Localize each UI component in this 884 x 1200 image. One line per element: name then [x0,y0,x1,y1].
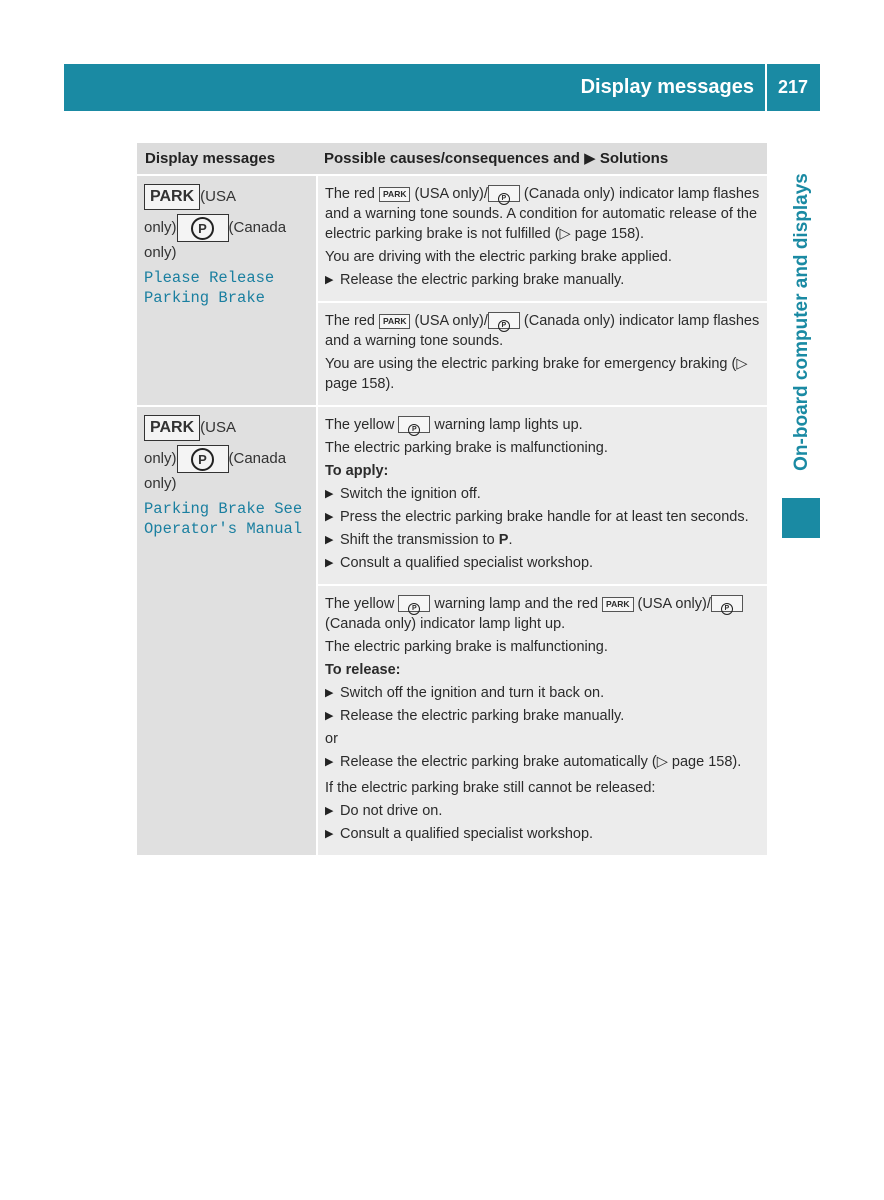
parking-brake-lamp-icon: P [177,214,229,242]
col-header-causes: Possible causes/consequences and ▶ Solutions [324,150,669,167]
display-message-text: Operator's Manual [144,520,303,538]
parking-brake-lamp-icon: P [398,416,430,433]
parking-brake-lamp-icon: P [488,312,520,329]
cause-block: The yellow P warning lamp and the red PARK (USA only)/ P (Canada only) indicator lamp light up. The electric parking brake is malfunctioning. To release: ▶ Switch off the ignition and turn it back on. ▶ Release the electric parking brake manually. or ▶ Release the electric parking brake automatically (▷ page 158). If the electric parking brake still cannot be released: ▶ Do not drive on. ▶ Consult a qualified specialist workshop. [318,584,767,855]
cause-block: The red PARK (USA only)/ P (Canada only) indicator lamp flashes and a warning tone sounds. You are using the electric parking brake for emergency braking (▷ page 158). [318,301,767,405]
display-cell: PARK (USA only) P (Canada only) Parking Brake See Operator's Manual [137,407,316,855]
arrow-right-icon: ▶ [325,710,334,722]
list-item: ▶ Release the electric parking brake manually. [325,272,625,288]
header-bar [64,64,820,111]
cause-block: The red PARK (USA only)/ P (Canada only) indicator lamp flashes and a warning tone sounds. A condition for automatic release of the electric parking brake is not fulfilled (▷ page 158). You are driving with the electric parking brake applied. ▶ Release the electric parking brake manually. [325,186,760,288]
parking-brake-lamp-icon: P [488,185,520,202]
page-title: Display messages [580,76,754,98]
park-lamp-icon: PARK [602,597,633,612]
arrow-right-icon: ▶ [325,756,334,768]
list-item: ▶ Release the electric parking brake manually. [325,708,625,724]
table-header [137,143,767,176]
list-item: ▶ Do not drive on. [325,803,443,819]
table-row [137,176,767,407]
cause-block: The yellow P warning lamp lights up. The electric parking brake is malfunctioning. To apply: ▶ Switch the ignition off. ▶ Press the electric parking brake handle for at least ten seconds. ▶ Shift the transmission to P. ▶ Consult a qualified specialist workshop. [318,407,767,584]
arrow-right-icon: ▶ [325,534,334,546]
causes-cell [318,176,767,405]
list-item: ▶ Press the electric parking brake handle for at least ten seconds. [325,509,749,525]
list-item: ▶ Release the electric parking brake automatically (▷ page 158). [325,754,742,770]
col-header-display: Display messages [145,150,276,167]
list-item: ▶ Consult a qualified specialist workshop. [325,555,594,571]
parking-brake-lamp-icon: P [711,595,743,612]
list-item: ▶ Switch off the ignition and turn it back on. [325,685,605,701]
park-lamp-icon: PARK [144,184,200,210]
parking-brake-lamp-icon: P [398,595,430,612]
arrow-right-icon: ▶ [325,687,334,699]
table-row [137,407,767,857]
list-item: ▶ Consult a qualified specialist workshop. [325,826,594,842]
list-item: ▶ Switch the ignition off. [325,486,481,502]
arrow-right-icon: ▶ [325,557,334,569]
section-heading: To release: [325,662,401,678]
chapter-side-label: On-board computer and displays [791,173,812,471]
page-number: 217 [777,77,808,97]
parking-brake-lamp-icon: P [177,445,229,473]
park-lamp-icon: PARK [144,415,200,441]
display-message-text: Please Release [144,269,275,287]
arrow-right-icon: ▶ [325,488,334,500]
header-divider [765,64,767,111]
park-lamp-icon: PARK [379,314,410,329]
display-message-text: Parking Brake [144,289,265,307]
list-item: ▶ Shift the transmission to P. [325,532,513,548]
arrow-right-icon: ▶ [325,828,334,840]
section-heading: To apply: [325,463,389,479]
display-message-text: Parking Brake See [144,500,303,518]
arrow-right-icon: ▶ [325,511,334,523]
display-messages-table [137,143,767,857]
park-lamp-icon: PARK [379,187,410,202]
arrow-right-icon: ▶ [325,805,334,817]
arrow-right-icon: ▶ [325,274,334,286]
chapter-tab-marker [782,498,820,538]
causes-cell [318,407,767,855]
display-cell: PARK (USA only) P (Canada only) Please Release Parking Brake [137,176,316,405]
arrow-right-icon: ▶ [584,150,596,167]
